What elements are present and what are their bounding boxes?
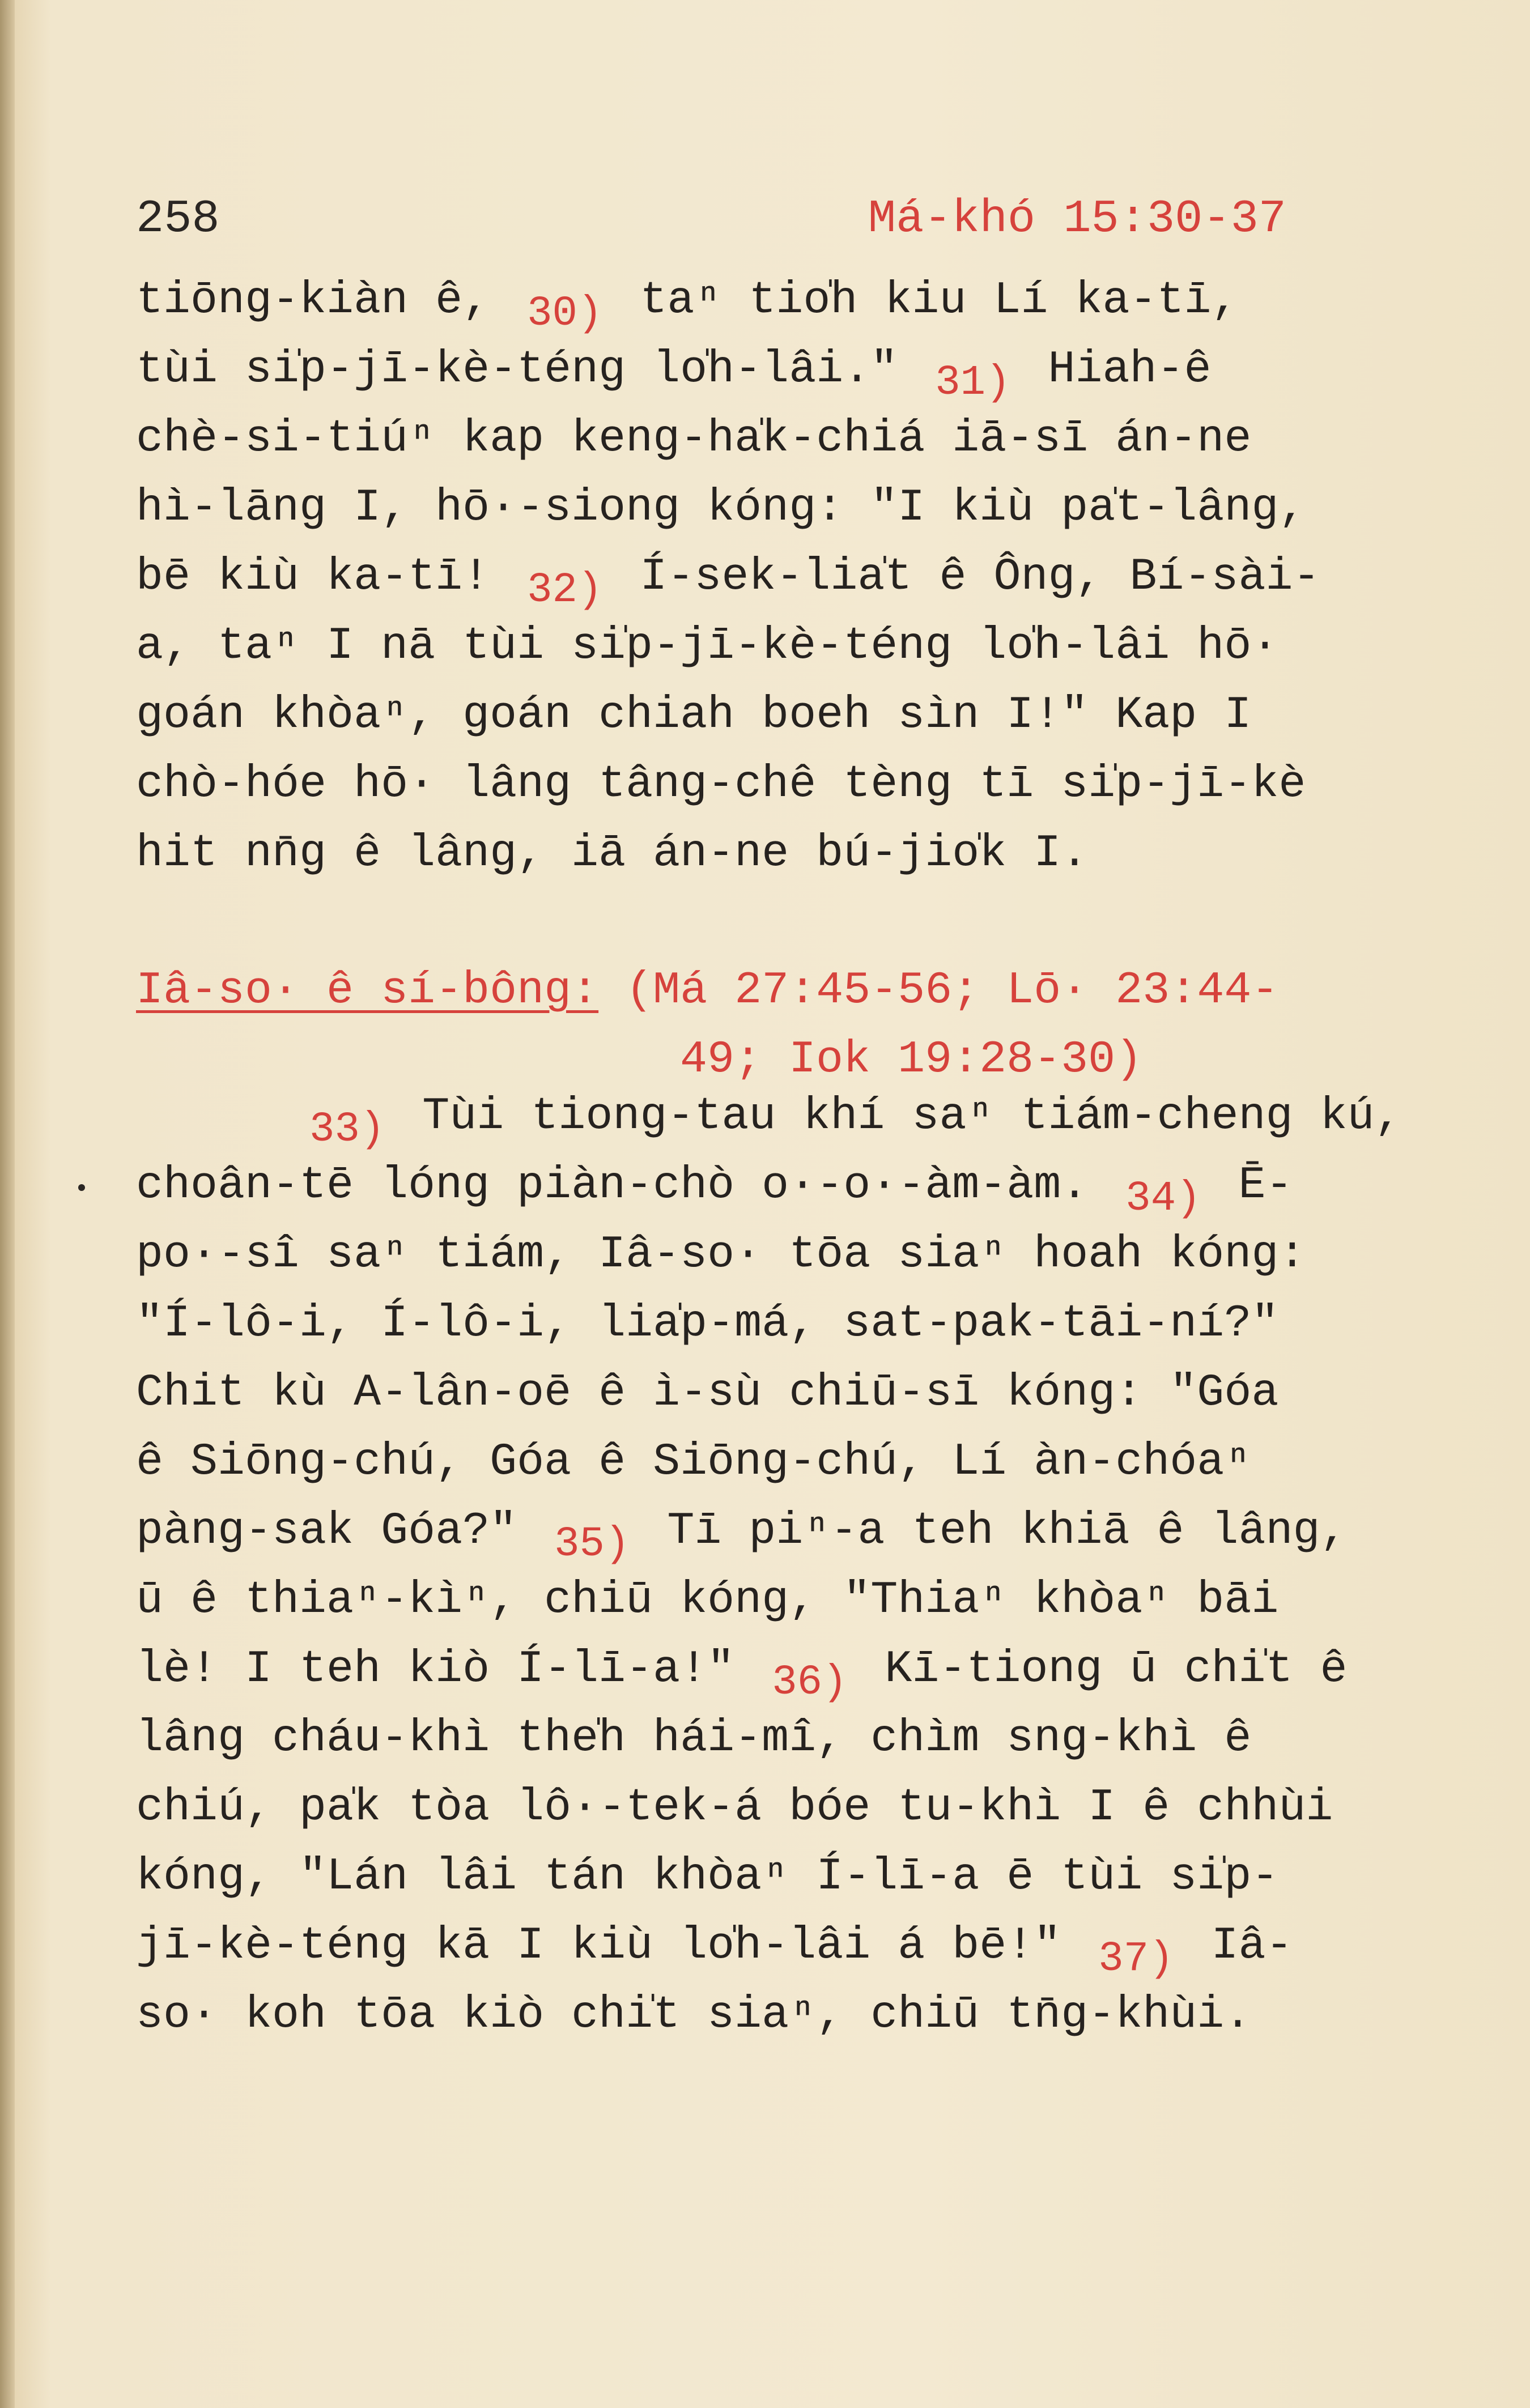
text-line [136,1082,1439,1154]
text-line [136,474,1439,543]
line-text: chiú, pa̍k tòa lô·-tek-á bóe tu-khì I ê chhùi [136,1782,1333,1833]
text-line [136,266,1439,338]
verse-number: 31) [935,359,1011,407]
line-text: Kī-tiong ū chi̍t ê [857,1644,1348,1695]
line-text: chè-si-tiúⁿ kap keng-ha̍k-chiá iā-sī án-ne [136,413,1252,465]
text-line [136,1151,1439,1223]
text-line [136,1635,1439,1707]
page-body [136,266,1439,2050]
line-text: chò-hóe hō· lâng tâng-chê tèng tī si̍p-jī-kè [136,759,1306,810]
text-line [136,1428,1439,1497]
verse-number: 37) [1098,1935,1174,1983]
text-line [136,1220,1439,1290]
section-heading-line [136,956,1439,1026]
text-line [136,1290,1439,1359]
verse-number: 35) [554,1521,630,1568]
running-head: Má-khó 15:30-37 [868,193,1286,245]
line-text: goán khòaⁿ, goán chiah boeh sìn I!" Kap I [136,690,1252,741]
verse-number: 36) [772,1659,848,1707]
line-text: po·-sî saⁿ tiám, Iâ-so· tōa siaⁿ hoah kóng: [136,1229,1306,1280]
text-line [136,1843,1439,1912]
line-text: kóng, "Lán lâi tán khòaⁿ Í-lī-a ē tùi si̍p- [136,1851,1279,1903]
line-text: ū ê thiaⁿ-kìⁿ, chiū kóng, "Thiaⁿ khòaⁿ bāi [136,1575,1279,1626]
text-line [136,819,1439,888]
line-text: tiōng-kiàn ê, [136,275,517,326]
line-text: hit nn̄g ê lâng, iā án-ne bú-jio̍k I. [136,828,1089,879]
section-reference: (Má 27:45-56; Lō· 23:44- [626,965,1279,1016]
line-text: taⁿ tio̍h kiu Lí ka-tī, [613,275,1239,326]
text-line [136,1981,1439,2050]
text-line [136,543,1439,612]
line-text: Í-sek-lia̍t ê Ông, Bí-sài- [613,551,1320,603]
verse-number: 30) [527,290,603,338]
section-reference-continued: 49; Iok 19:28-30) [680,1034,1143,1086]
text-line [136,1497,1439,1566]
line-text: so· koh tōa kiò chi̍t siaⁿ, chiū tn̄g-khùi. [136,1989,1252,2041]
line-text: jī-kè-téng kā I kiù lo̍h-lâi á bē!" [136,1920,1089,1972]
line-text: Iâ- [1184,1920,1293,1972]
line-text: lè! I teh kiò Í-lī-a!" [136,1644,762,1695]
text-line [136,1704,1439,1773]
ink-dot [78,1184,85,1191]
line-text: pàng-sak Góa?" [136,1505,545,1557]
page-edge [0,0,15,2408]
text-line [136,1359,1439,1428]
line-text: bē kiù ka-tī! [136,551,517,603]
line-text: ê Siōng-chú, Góa ê Siōng-chú, Lí àn-chóaⁿ [136,1436,1252,1488]
text-line [136,1566,1439,1635]
line-text: hì-lāng I, hō·-siong kóng: "I kiù pa̍t-lâng, [136,482,1306,534]
page-number: 258 [136,193,220,245]
line-text: Tùi tiong-tau khí saⁿ tiám-cheng kú, [395,1091,1402,1142]
text-line [136,681,1439,750]
line-text: lâng cháu-khì the̍h hái-mî, chìm sng-khì ê [136,1713,1252,1764]
section-gap [136,888,1439,956]
line-text: Tī piⁿ-a teh khiā ê lâng, [640,1505,1348,1557]
verse-number: 34) [1125,1175,1201,1223]
line-text: Ē- [1211,1160,1293,1211]
page-header [136,193,1286,255]
text-line [136,405,1439,474]
verse-number: 33) [309,1106,385,1154]
paragraph-1 [136,266,1439,888]
line-text: choân-tē lóng piàn-chò o·-o·-àm-àm. [136,1160,1116,1211]
text-line [136,335,1439,405]
verse-number: 32) [527,567,603,614]
line-text [136,1091,299,1142]
line-text: "Í-lô-i, Í-lô-i, lia̍p-má, sat-pak-tāi-ní?" [136,1298,1279,1350]
text-line [136,1912,1439,1981]
text-line [136,1773,1439,1843]
line-text: a, taⁿ I nā tùi si̍p-jī-kè-téng lo̍h-lâi hō· [136,620,1279,672]
text-line [136,612,1439,681]
line-text: Chit kù A-lân-oē ê ì-sù chiū-sī kóng: "Góa [136,1367,1279,1419]
text-line [136,750,1439,819]
paragraph-2 [136,1082,1439,2050]
line-text: tùi si̍p-jī-kè-téng lo̍h-lâi." [136,344,925,395]
section-heading: Iâ-so· ê sí-bông: [136,965,599,1016]
line-text: Hiah-ê [1021,344,1212,395]
